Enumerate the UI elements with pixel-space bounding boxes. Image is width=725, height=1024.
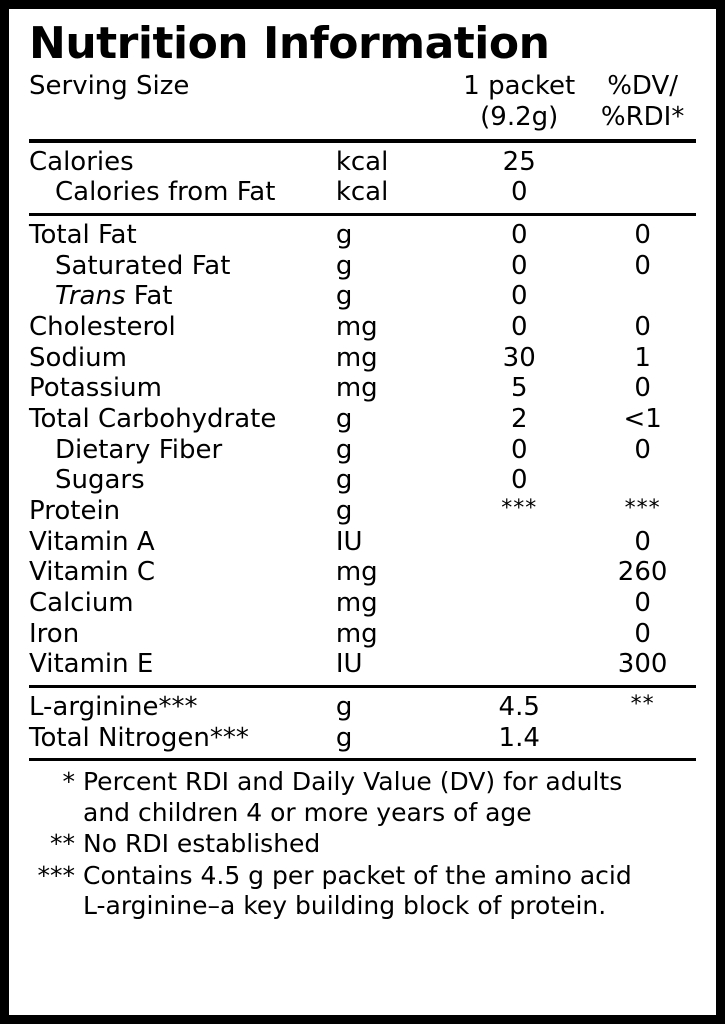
divider-1 <box>29 134 696 147</box>
table-row <box>29 527 696 558</box>
row-amount: 0 <box>510 434 528 465</box>
row-dv <box>589 723 696 754</box>
serving-amount-line1: 1 packet <box>463 71 576 102</box>
table-row <box>29 723 696 754</box>
row-name: Calories from Fat <box>55 177 276 208</box>
row-amount: 4.5 <box>498 691 540 722</box>
page-title: Nutrition Information <box>29 18 550 69</box>
row-dv: 0 <box>634 526 651 557</box>
row-amount: 1.4 <box>498 722 540 753</box>
row-amount: 5 <box>510 373 528 404</box>
row-amount: 0 <box>510 250 528 281</box>
footnote-double-asterisk <box>29 829 696 860</box>
table-row <box>29 251 696 282</box>
row-amount: 2 <box>510 403 528 434</box>
table-row <box>29 588 696 619</box>
row-unit: mg <box>335 618 378 649</box>
row-name: Saturated Fat <box>55 250 231 281</box>
divider-row-1 <box>29 134 696 147</box>
row-unit: g <box>335 465 353 496</box>
row-amount <box>449 557 589 588</box>
row-dv: 0 <box>634 434 651 465</box>
footnote-mark: * <box>62 767 75 797</box>
row-name: Trans Fat <box>55 281 173 312</box>
row-amount: 30 <box>502 342 536 373</box>
serving-size-label: Serving Size <box>29 71 190 102</box>
table-header-row <box>29 71 696 102</box>
table-row <box>29 649 696 680</box>
row-amount: *** <box>501 495 538 521</box>
row-unit: kcal <box>335 177 389 208</box>
footnote-line-1: Percent RDI and Daily Value (DV) for adults <box>83 767 623 797</box>
table-row <box>29 404 696 435</box>
row-amount: 0 <box>510 465 528 496</box>
row-dv <box>589 465 696 496</box>
footnote-mark: *** <box>37 860 75 890</box>
table-row <box>29 692 696 723</box>
footnote-line-1: No RDI established <box>83 829 321 859</box>
header-blank <box>29 102 336 133</box>
row-unit: mg <box>335 311 378 342</box>
table-row <box>29 343 696 374</box>
table-row <box>29 281 696 312</box>
row-unit: g <box>335 495 353 526</box>
row-name: Total Fat <box>29 219 137 250</box>
row-name: Sugars <box>55 465 145 496</box>
footnote-line-2: L-arginine–a key building block of protein. <box>83 891 607 921</box>
divider-row-3 <box>29 680 696 692</box>
divider-3 <box>29 680 696 692</box>
row-dv <box>589 147 696 178</box>
dv-header-line1: %DV/ <box>607 71 679 102</box>
row-amount <box>449 619 589 650</box>
row-name: Potassium <box>29 373 162 404</box>
table-row <box>29 496 696 527</box>
row-name: Calories <box>29 146 134 177</box>
row-amount <box>449 527 589 558</box>
nutrition-table <box>29 71 696 765</box>
row-name: Total Nitrogen*** <box>29 722 249 753</box>
row-name: Total Carbohydrate <box>29 403 277 434</box>
row-unit: mg <box>335 557 378 588</box>
row-amount <box>449 649 589 680</box>
row-unit: g <box>335 691 353 722</box>
row-name: Vitamin A <box>29 526 155 557</box>
row-dv: 0 <box>634 250 651 281</box>
row-unit: kcal <box>335 146 389 177</box>
row-unit: IU <box>335 649 363 680</box>
row-amount: 0 <box>510 311 528 342</box>
row-name: Vitamin C <box>29 557 156 588</box>
row-unit: IU <box>335 526 363 557</box>
row-name: Sodium <box>29 342 127 373</box>
row-dv: 260 <box>617 557 668 588</box>
footnote-line-1: Contains 4.5 g per packet of the amino acid <box>83 860 632 890</box>
footnote-line-2: and children 4 or more years of age <box>83 797 532 827</box>
row-amount: 0 <box>510 219 528 250</box>
row-amount: 25 <box>502 146 536 177</box>
row-unit: mg <box>335 373 378 404</box>
serving-amount-line2: (9.2g) <box>480 102 559 133</box>
row-dv: 1 <box>634 342 651 373</box>
row-dv: 0 <box>634 618 651 649</box>
table-row <box>29 373 696 404</box>
row-dv <box>589 177 696 208</box>
row-dv: 0 <box>634 311 651 342</box>
row-dv: ** <box>630 691 655 717</box>
divider-2 <box>29 208 696 220</box>
footnotes <box>29 767 696 923</box>
table-row <box>29 177 696 208</box>
table-row <box>29 465 696 496</box>
row-dv: *** <box>624 495 661 521</box>
footnote-text <box>83 767 696 828</box>
row-name: Dietary Fiber <box>55 434 223 465</box>
row-dv: 0 <box>634 587 651 618</box>
footnote-asterisk <box>29 767 696 828</box>
row-unit: g <box>335 403 353 434</box>
footnote-mark: ** <box>50 829 75 859</box>
row-unit: g <box>335 250 353 281</box>
row-dv: 300 <box>617 649 668 680</box>
divider-4 <box>29 753 696 765</box>
row-dv: 0 <box>634 219 651 250</box>
row-amount: 0 <box>510 177 528 208</box>
row-name: Vitamin E <box>29 649 154 680</box>
row-name: L-arginine*** <box>29 691 198 722</box>
row-amount <box>449 588 589 619</box>
divider-row-4 <box>29 753 696 765</box>
row-name: Protein <box>29 495 121 526</box>
dv-header-line2: %RDI* <box>600 102 685 133</box>
trans-word: Trans <box>55 281 126 312</box>
row-name: Calcium <box>29 587 134 618</box>
table-row <box>29 312 696 343</box>
footnote-text <box>83 829 696 860</box>
row-unit: g <box>335 722 353 753</box>
row-unit: mg <box>335 342 378 373</box>
row-name: Cholesterol <box>29 311 176 342</box>
table-row <box>29 435 696 466</box>
header-unit-spacer <box>336 71 449 102</box>
table-row <box>29 557 696 588</box>
footnote-text <box>83 861 696 922</box>
table-header-row-2 <box>29 102 696 133</box>
row-dv: <1 <box>623 403 662 434</box>
table-row <box>29 220 696 251</box>
row-dv <box>589 281 696 312</box>
table-row <box>29 147 696 178</box>
footnote-triple-asterisk <box>29 861 696 922</box>
row-unit: g <box>335 219 353 250</box>
table-row <box>29 619 696 650</box>
row-unit: g <box>335 434 353 465</box>
row-dv: 0 <box>634 373 651 404</box>
row-name: Iron <box>29 618 80 649</box>
row-unit: mg <box>335 587 378 618</box>
header-unit-spacer-2 <box>336 102 449 133</box>
row-amount: 0 <box>510 281 528 312</box>
row-unit: g <box>335 281 353 312</box>
divider-row-2 <box>29 208 696 220</box>
